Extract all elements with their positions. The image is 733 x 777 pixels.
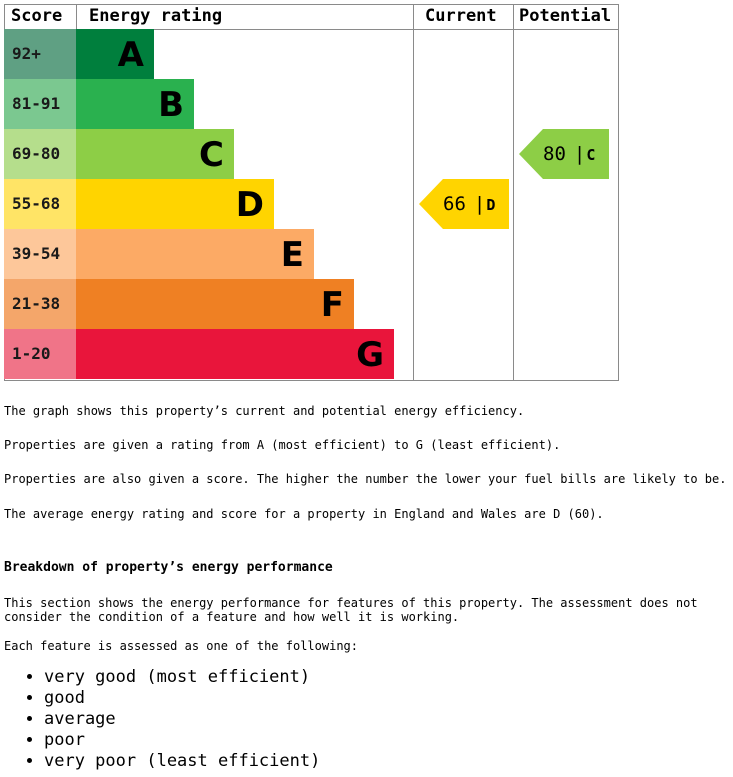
current-score: 66 <box>443 193 466 215</box>
rating-letter-b: B <box>158 85 184 125</box>
rating-bar-b <box>76 79 194 129</box>
list-item: • good <box>44 688 320 709</box>
potential-rating-label: 80 |C <box>543 143 596 165</box>
score-range-a: 92+ <box>4 29 76 79</box>
rating-bar-g <box>76 329 394 379</box>
rating-bar-f <box>76 279 354 329</box>
score-range-f: 21-38 <box>4 279 76 329</box>
rating-letter-d: D <box>235 185 264 225</box>
rating-current-divider <box>413 4 414 381</box>
rating-letter-f: F <box>320 285 344 325</box>
score-range-b: 81-91 <box>4 79 76 129</box>
rating-header: Energy rating <box>89 6 223 26</box>
score-range-g: 1-20 <box>4 329 76 379</box>
potential-header: Potential <box>519 6 612 26</box>
score-rating-divider <box>76 4 77 29</box>
list-item: • very poor (least efficient) <box>44 751 320 772</box>
rating-bar-a <box>76 29 154 79</box>
score-range-e: 39-54 <box>4 229 76 279</box>
list-item: • average <box>44 709 320 730</box>
breakdown-intro-text: This section shows the energy performance for features of this property. The assessment does not consider the condition of a feature and how well it is working. <box>4 596 698 624</box>
score-range-d: 55-68 <box>4 179 76 229</box>
score-range-c: 69-80 <box>4 129 76 179</box>
current-band: D <box>486 196 496 214</box>
epc-graph <box>4 4 619 381</box>
rating-bar-c <box>76 129 234 179</box>
average-info-text: The average energy rating and score for a property in England and Wales are D (60). <box>4 507 604 521</box>
current-rating-label: 66 |D <box>443 193 496 215</box>
assessment-intro-text: Each feature is assessed as one of the following: <box>4 639 359 653</box>
graph-info-text: The graph shows this property’s current and potential energy efficiency. <box>4 404 525 418</box>
score-header: Score <box>11 6 63 26</box>
current-potential-divider <box>513 4 514 381</box>
list-item: • very good (most efficient) <box>44 667 320 688</box>
rating-letter-e: E <box>280 235 304 275</box>
rating-info-text: Properties are given a rating from A (most efficient) to G (least efficient). <box>4 438 561 452</box>
list-item: • poor <box>44 730 320 751</box>
potential-band: C <box>586 146 596 164</box>
rating-bar-e <box>76 229 314 279</box>
assessment-levels-list <box>0 667 320 772</box>
potential-score: 80 <box>543 143 566 165</box>
rating-letter-g: G <box>356 335 384 375</box>
current-rating-pointer <box>419 179 509 229</box>
score-info-text: Properties are also given a score. The higher the number the lower your fuel bills are likely to be. <box>4 472 727 486</box>
rating-bar-d <box>76 179 274 229</box>
current-header: Current <box>425 6 497 26</box>
rating-letter-a: A <box>117 35 144 75</box>
rating-letter-c: C <box>199 135 224 175</box>
breakdown-heading: Breakdown of property’s energy performance <box>4 560 333 575</box>
potential-rating-pointer <box>519 129 609 179</box>
